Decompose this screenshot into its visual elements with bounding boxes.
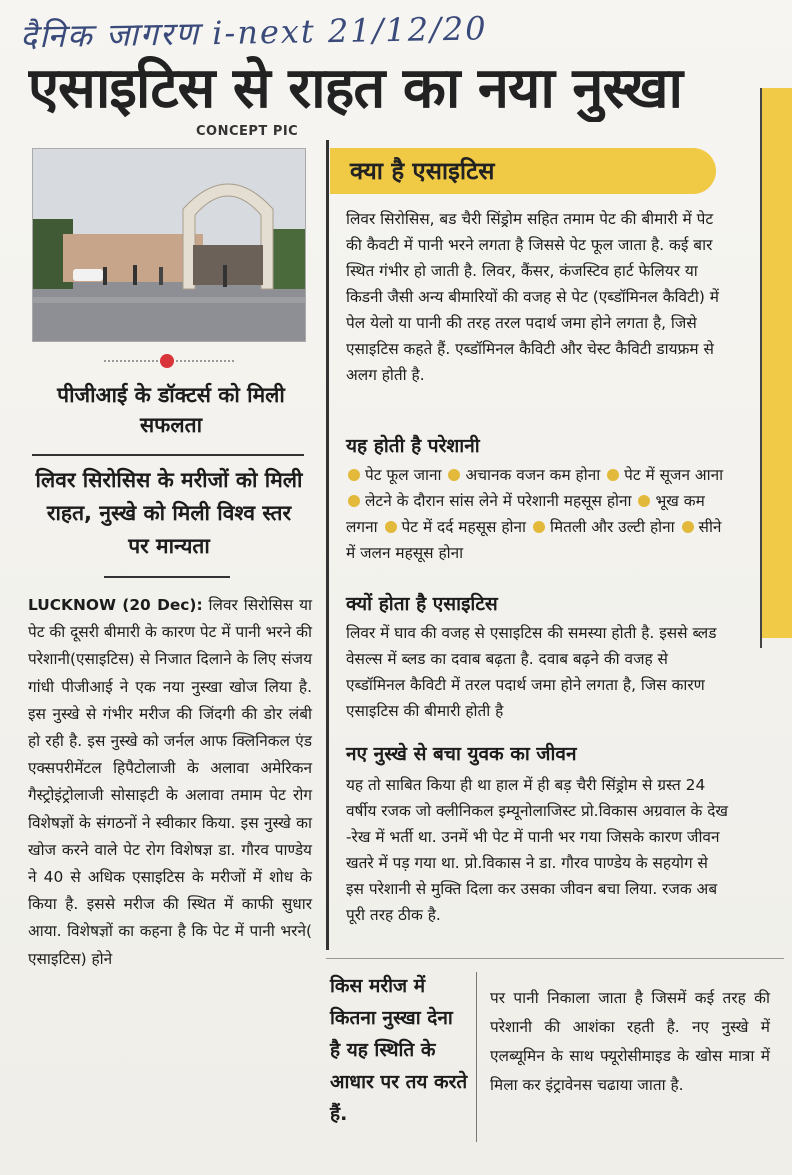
symptom-item: पेट में दर्द महसूस होना (401, 518, 527, 536)
sidebar-intro: लिवर सिरोसिस, बड चैरी सिंड्रोम सहित तमाम पेट की बीमारी में पेट की कैवटी में पानी भरने लगता है जिससे पेट फूल जाता है. कई बार स्थित गंभीर हो जाती है. लिवर, कैंसर, कंजस्टिव हार्ट फेलियर या किडनी जैसी अन्य बीमारियों की वजह से पेट (एब्डॉमिनल कैविटी) में पेल येलो या पानी की तरह तरल पदार्थ जमा होने लगता है, जिसे एसाइटिस कहते हैं. एब्डॉमिनल कैविटी और चेस्ट कैविटी डायफ्रम से अलग होती है. (346, 210, 719, 384)
sidebar-title: क्या है एसाइटिस (350, 157, 495, 185)
bullet-icon (682, 521, 694, 533)
cause-text: लिवर में घाव की वजह से एसाइटिस की समस्या होती है. इससे ब्लड वेसल्स में ब्लड का दवाब बढ़ता है. दवाब बढ़ने की वजह से एब्डॉमिनल कैविटी में तरल पदार्थ जमा होने लगता है, जिस कारण एसाइटिस की बीमारी होती है (346, 624, 717, 720)
symptom-item: पेट में सूजन आना (624, 466, 724, 484)
subheadline-success: पीजीआई के डॉक्टर्स को मिली सफलता (57, 383, 285, 437)
divider (32, 454, 304, 456)
bullet-icon (448, 469, 460, 481)
bullet-icon (348, 495, 360, 507)
bullet-icon (533, 521, 545, 533)
symptom-item: लेटने के दौरान सांस लेने में परेशानी महसूस होना (365, 492, 632, 510)
column-rule (476, 972, 477, 1142)
symptom-item: मितली और उल्टी होना (549, 518, 675, 536)
dateline: LUCKNOW (20 Dec): (28, 596, 203, 614)
continued-article-text: पर पानी निकाला जाता है जिसमें कई तरह की परेशानी की आशंका रहती है. नए नुस्खे में एलब्यूमिन के साथ फ्यूरोसीमाइड के खोस मात्रा में मिला कर इंट्रावेनस चढाया जाता है. (490, 989, 770, 1094)
main-article-body (28, 592, 312, 973)
handwritten-note: दैनिक जागरण i-next 21/12/20 (19, 9, 488, 56)
problems-heading: यह होती है परेशानी (346, 435, 480, 457)
symptom-item: भूख कम लगना (346, 492, 705, 536)
divider (104, 576, 230, 578)
article-text: लिवर सिरोसिस या पेट की दूसरी बीमारी के कारण पेट में पानी भरने की परेशानी(एसाइटिस) से निजात दिलाने के लिए संजय गांधी पीजीआई ने एक नया नुस्खा खोज लिया है. इस नुस्खे से गंभीर मरीज की जिंदगी की डोर लंबी हो रही है. इस नुस्खे को जर्नल आफ क्लिनिकल एंड एक्सपरीमेंटल हिपैटोलाजी के अलावा अमेरिकन गैस्ट्रोइंट्रोलाजी सोसाइटी के अलावा तमाम पेट रोग विशेषज्ञों के संगठनों ने स्वीकार किया. इस नुस्खे का खोज करने वाले पेट रोग विशेषज्ञ डा. गौरव पाण्डेय ने 40 से अधिक एसाइटिस के मरीजों में शोध के किया है. इससे मरीज की स्थित में काफी सुधार आया. विशेषज्ञों का कहना है कि पेट में पानी भरने( एसाइटिस) होने (28, 596, 312, 968)
symptom-item: सीने में जलन महसूस होना (346, 518, 722, 562)
bullet-icon (348, 469, 360, 481)
cause-heading: क्यों होता है एसाइटिस (346, 593, 498, 615)
symptom-list (346, 462, 730, 566)
subheadline-recognition: लिवर सिरोसिस के मरीजों को मिली राहत, नुस्खे को मिली विश्व स्तर पर मान्यता (35, 468, 303, 558)
youth-text: यह तो साबित किया ही था हाल में ही बड़ चैरी सिंड्रोम से ग्रस्त 24 वर्षीय रजक जो क्लीनिकल इम्यूनोलाजिस्ट प्रो.विकास अग्रवाल के देख -रेख में भर्ती था. उनमें भी पेट में पानी भर गया जिसके कारण जीवन खतरे में पड़ गया था. प्रो.विकास ने डा. गौरव पाण्डेय के सहयोग से इस परेशानी से मुक्ति दिला कर उसका जीवन बचा लिया. रजक अब पूरी तरह ठीक है. (346, 776, 729, 924)
divider (326, 958, 784, 959)
youth-heading: नए नुस्खे से बचा युवक का जीवन (346, 743, 577, 765)
pull-quote: किस मरीज में कितना नुस्खा देना है यह स्थिति के आधार पर तय करते हैं. (330, 975, 468, 1125)
bullet-icon (638, 495, 650, 507)
bullet-icon (607, 469, 619, 481)
hospital-building-image (33, 149, 305, 341)
sidebar-title-banner (330, 148, 716, 194)
photo-caption: CONCEPT PIC (196, 124, 299, 139)
bullet-icon (385, 521, 397, 533)
headline: एसाइटिस से राहत का नया नुस्खा (28, 56, 683, 121)
red-dot-ornament (160, 354, 174, 368)
hospital-photo (32, 148, 306, 342)
symptom-item: अचानक वजन कम होना (465, 466, 601, 484)
adjacent-article-edge (762, 88, 792, 638)
symptom-item: पेट फूल जाना (365, 466, 442, 484)
